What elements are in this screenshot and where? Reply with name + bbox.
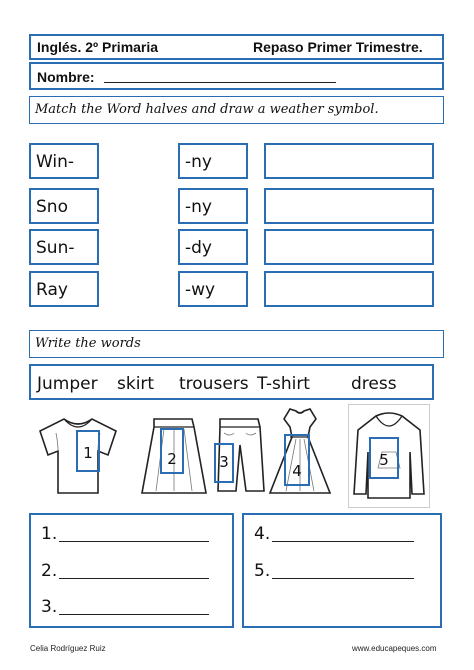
exercise2-instruction-box bbox=[29, 330, 444, 358]
second-half-box bbox=[178, 143, 248, 179]
first-half-text: Sno bbox=[36, 197, 68, 217]
answer-label: 4. bbox=[254, 524, 271, 544]
first-half-text: Ray bbox=[36, 280, 68, 300]
answer-line[interactable] bbox=[272, 578, 414, 579]
picture-number: 4 bbox=[292, 462, 302, 480]
first-half-text: Sun- bbox=[36, 238, 75, 258]
word-bank bbox=[29, 364, 434, 400]
word-bank-item: skirt bbox=[117, 374, 155, 394]
answer-line[interactable] bbox=[59, 541, 209, 542]
picture-number: 1 bbox=[83, 444, 93, 462]
answer-label: 3. bbox=[41, 597, 58, 617]
weather-symbol-box[interactable] bbox=[264, 143, 434, 179]
word-bank-item: trousers bbox=[179, 374, 249, 394]
name-bar bbox=[29, 62, 444, 90]
second-half-text: -ny bbox=[185, 152, 212, 172]
name-field[interactable] bbox=[104, 82, 336, 83]
picture-number-box bbox=[214, 443, 234, 483]
exercise1-instruction: Match the Word halves and draw a weather symbol. bbox=[35, 102, 379, 117]
second-half-text: -wy bbox=[185, 280, 216, 300]
word-bank-item: T-shirt bbox=[257, 374, 310, 394]
weather-symbol-box[interactable] bbox=[264, 188, 434, 224]
subject-title: Inglés. 2º Primaria bbox=[37, 39, 159, 55]
header-bar bbox=[29, 34, 444, 60]
picture-number: 5 bbox=[379, 451, 389, 469]
weather-symbol-box[interactable] bbox=[264, 271, 434, 307]
second-half-box bbox=[178, 271, 248, 307]
second-half-box bbox=[178, 188, 248, 224]
answer-label: 2. bbox=[41, 561, 58, 581]
picture-number-box bbox=[76, 430, 100, 472]
picture-number: 3 bbox=[219, 453, 229, 471]
name-label: Nombre: bbox=[37, 69, 95, 85]
answer-label: 1. bbox=[41, 524, 58, 544]
footer-author: Celia Rodríguez Ruiz bbox=[30, 644, 106, 653]
picture-number: 2 bbox=[167, 450, 177, 468]
first-half-box bbox=[29, 143, 99, 179]
weather-symbol-box[interactable] bbox=[264, 229, 434, 265]
picture-number-box bbox=[160, 428, 184, 474]
exercise1-instruction-box bbox=[29, 96, 444, 124]
answer-line[interactable] bbox=[272, 541, 414, 542]
answers-box-left bbox=[29, 513, 234, 628]
first-half-text: Win- bbox=[36, 152, 75, 172]
second-half-text: -dy bbox=[185, 238, 212, 258]
second-half-box bbox=[178, 229, 248, 265]
first-half-box bbox=[29, 229, 99, 265]
second-half-text: -ny bbox=[185, 197, 212, 217]
exercise2-instruction: Write the words bbox=[35, 336, 141, 351]
review-title: Repaso Primer Trimestre. bbox=[253, 39, 423, 55]
first-half-box bbox=[29, 188, 99, 224]
footer-site[interactable]: www.educapeques.com bbox=[352, 644, 437, 653]
picture-number-box bbox=[369, 437, 399, 479]
first-half-box bbox=[29, 271, 99, 307]
picture-number-box bbox=[284, 434, 310, 486]
word-bank-item: Jumper bbox=[37, 374, 98, 394]
word-bank-item: dress bbox=[351, 374, 397, 394]
answer-label: 5. bbox=[254, 561, 271, 581]
answer-line[interactable] bbox=[59, 614, 209, 615]
answers-box-right bbox=[242, 513, 442, 628]
answer-line[interactable] bbox=[59, 578, 209, 579]
